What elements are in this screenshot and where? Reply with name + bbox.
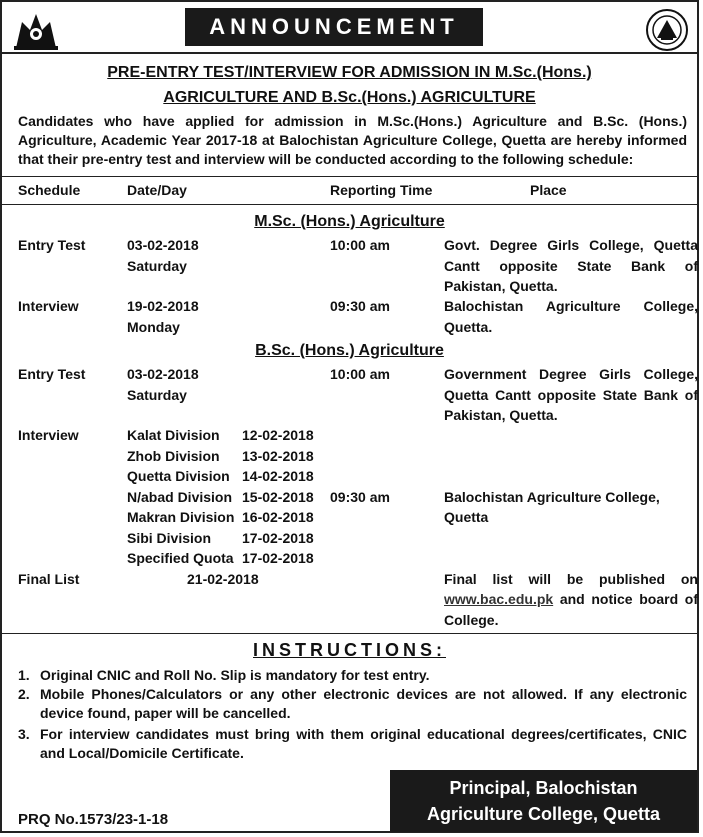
bsc-entry-day: Saturday xyxy=(127,386,187,403)
division-nabad: N/abad Division xyxy=(127,488,233,505)
division-makran-date: 16-02-2018 xyxy=(242,509,314,525)
bsc-interview-time: 09:30 am xyxy=(330,488,390,505)
instruction-num-1: 1. xyxy=(18,667,30,683)
header-divider xyxy=(2,52,697,54)
signature-line-2: Agriculture College, Quetta xyxy=(426,804,661,824)
msc-entry-date: 03-02-2018 xyxy=(127,237,199,253)
instruction-num-2: 2. xyxy=(18,686,30,702)
msc-entry-place: Govt. Degree Girls College, Quetta Cantt opposite State Bank of Pakistan, Quetta. xyxy=(444,237,698,294)
instruction-text-3: For interview candidates must bring with them original educational degrees/certificates, CNIC and Local/Domicile Certificate. xyxy=(40,726,687,761)
col-date: Date/Day xyxy=(127,182,187,198)
bsc-entry-date: 03-02-2018 xyxy=(127,366,199,382)
title-line-2: AGRICULTURE AND B.Sc.(Hons.) AGRICULTURE xyxy=(163,89,536,106)
col-time: Reporting Time xyxy=(330,182,433,198)
division-kalat: Kalat Division xyxy=(127,427,220,443)
instruction-item-3 xyxy=(18,725,687,763)
website-link[interactable]: www.bac.edu.pk xyxy=(444,591,554,607)
msc-interview-date: 19-02-2018 xyxy=(127,298,199,314)
division-specified-quota-date: 17-02-2018 xyxy=(242,550,314,566)
government-logo-icon xyxy=(12,8,60,52)
instruction-num-3: 3. xyxy=(18,726,30,742)
msc-interview-day: Monday xyxy=(127,318,180,335)
division-makran: Makran Division xyxy=(127,509,235,525)
bsc-entry-schedule: Entry Test xyxy=(18,366,86,382)
msc-interview-schedule: Interview xyxy=(18,298,79,314)
final-list-schedule: Final List xyxy=(18,570,80,587)
division-nabad-date: 15-02-2018 xyxy=(242,488,314,505)
instruction-item-2 xyxy=(18,685,687,723)
col-schedule: Schedule xyxy=(18,182,81,198)
msc-entry-day: Saturday xyxy=(127,257,187,274)
msc-interview-place: Balochistan Agriculture College, Quetta. xyxy=(444,298,698,335)
division-zhob-date: 13-02-2018 xyxy=(242,447,314,464)
bsc-heading: B.Sc. (Hons.) Agriculture xyxy=(255,342,444,359)
instruction-text-1: Original CNIC and Roll No. Slip is mandatory for test entry. xyxy=(40,667,430,683)
division-specified-quota: Specified Quota xyxy=(127,550,234,566)
table-header-divider xyxy=(2,204,697,205)
table-bottom-divider xyxy=(2,633,697,634)
instruction-item-1 xyxy=(18,666,687,685)
division-quetta-date: 14-02-2018 xyxy=(242,468,314,484)
title-line-1: PRE-ENTRY TEST/INTERVIEW FOR ADMISSION IN M.Sc.(Hons.) xyxy=(107,64,592,81)
msc-entry-schedule: Entry Test xyxy=(18,237,86,253)
division-sibi: Sibi Division xyxy=(127,529,212,546)
announcement-banner: ANNOUNCEMENT xyxy=(185,8,483,46)
final-list-place xyxy=(444,569,698,631)
instructions-heading: INSTRUCTIONS: xyxy=(253,640,446,660)
instruction-text-2: Mobile Phones/Calculators or any other electronic devices are not allowed. If any electronic device found, paper will be cancelled. xyxy=(40,686,687,721)
signature-line-1: Principal, Balochistan xyxy=(449,778,638,798)
division-zhob: Zhob Division xyxy=(127,447,220,464)
final-list-date: 21-02-2018 xyxy=(187,570,259,587)
final-list-place-post: and notice board of College. xyxy=(444,591,699,628)
college-seal-icon xyxy=(645,8,689,52)
bsc-interview-schedule: Interview xyxy=(18,427,79,443)
final-list-place-pre: Final list will be published on xyxy=(444,570,698,587)
signature-block xyxy=(390,770,697,832)
division-quetta: Quetta Division xyxy=(127,468,230,484)
table-top-divider xyxy=(2,176,697,177)
msc-entry-time: 10:00 am xyxy=(330,237,390,253)
division-sibi-date: 17-02-2018 xyxy=(242,529,314,546)
prq-number: PRQ No.1573/23-1-18 xyxy=(18,811,169,828)
bsc-interview-place: Balochistan Agriculture College, Quetta xyxy=(444,488,660,525)
msc-heading: M.Sc. (Hons.) Agriculture xyxy=(254,213,445,230)
bsc-entry-place: Government Degree Girls College, Quetta Cantt opposite State Bank of Pakistan, Quetta. xyxy=(444,366,698,423)
intro-paragraph: Candidates who have applied for admission in M.Sc.(Hons.) Agriculture and B.Sc. (Hons.) Agriculture, Academic Year 2017-18 at Balochistan Agriculture College, Quetta are hereby informed that their pre-entry test and interview will be conducted according to the following schedule: xyxy=(18,113,687,167)
msc-interview-time: 09:30 am xyxy=(330,298,390,314)
col-place: Place xyxy=(530,182,567,198)
division-kalat-date: 12-02-2018 xyxy=(242,427,314,443)
bsc-entry-time: 10:00 am xyxy=(330,366,390,382)
